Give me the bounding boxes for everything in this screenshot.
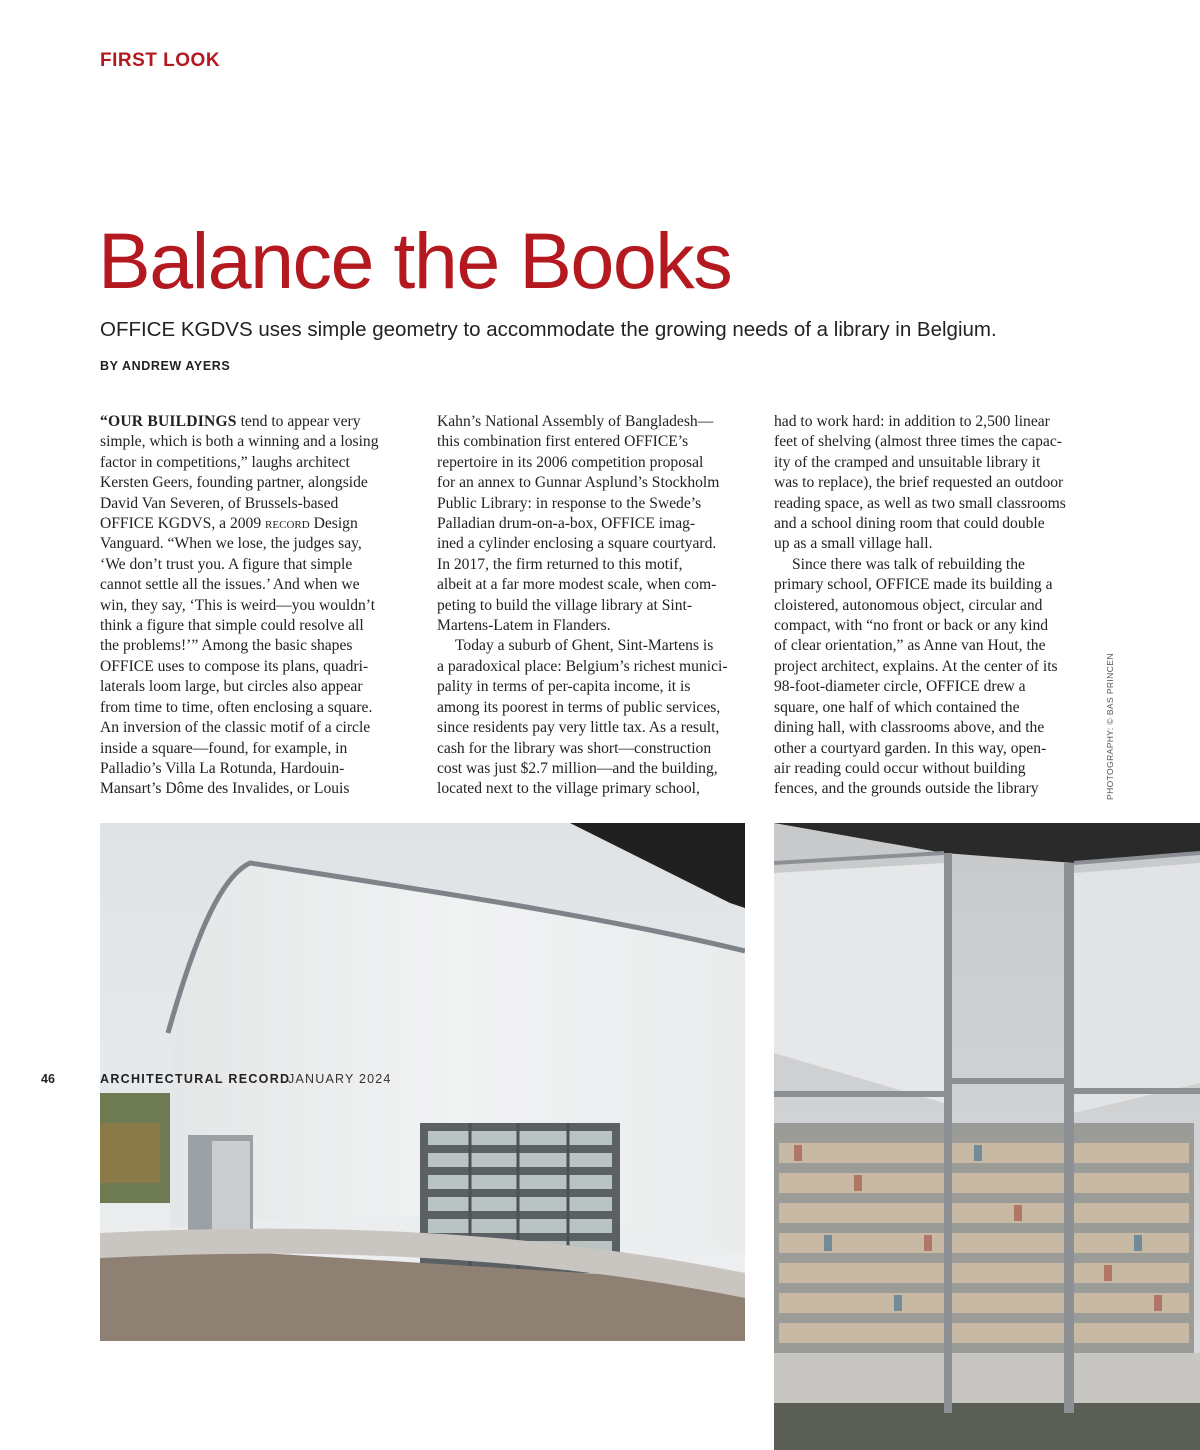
text-line: simple, which is both a winning and a losing	[100, 433, 379, 451]
text-line: reading space, as well as two small classrooms	[774, 494, 1066, 512]
text-line: ined a cylinder enclosing a square courtyard.	[437, 535, 717, 553]
text-line: Palladian drum-on-a-box, OFFICE imag-	[437, 515, 696, 533]
text-line: An inversion of the classic motif of a circle	[100, 719, 371, 737]
text-line: Public Library: in response to the Swede’s	[437, 494, 702, 512]
text-line: In 2017, the firm returned to this motif,	[437, 555, 683, 573]
text-line: square, one half of which contained the	[774, 698, 1020, 716]
text-line: among its poorest in terms of public services,	[437, 698, 721, 716]
text-line: Since there was talk of rebuilding the	[792, 555, 1025, 573]
text-line: David Van Severen, of Brussels-based	[100, 494, 339, 512]
text-line: dining hall, with classrooms above, and the	[774, 719, 1045, 737]
body-column-1	[100, 412, 400, 800]
byline: BY ANDREW AYERS	[100, 359, 231, 373]
text-line: laterals loom large, but circles also appear	[100, 678, 363, 696]
text-line: air reading could occur without building	[774, 759, 1026, 777]
record-smallcaps: record	[265, 515, 310, 533]
text-line: Mansart’s Dôme des Invalides, or Louis	[100, 780, 350, 798]
text-line	[100, 514, 400, 534]
text-line: albeit at a far more modest scale, when com-	[437, 576, 717, 594]
text-line: the problems!’” Among the basic shapes	[100, 637, 353, 655]
text-line: of clear orientation,” as Anne van Hout, the	[774, 637, 1046, 655]
text-line: cannot settle all the issues.’ And when we	[100, 576, 360, 594]
bookshelves	[774, 1123, 1194, 1353]
text-line: peting to build the village library at Sint-	[437, 596, 693, 614]
text-line: located next to the village primary school,	[437, 780, 700, 798]
text-line: cash for the library was short—construction	[437, 739, 712, 757]
text-line: Kersten Geers, founding partner, alongside	[100, 474, 368, 492]
text-fragment: Design	[309, 515, 358, 533]
publication-name: ARCHITECTURAL RECORD	[100, 1072, 291, 1086]
text-line: fences, and the grounds outside the library	[774, 780, 1039, 798]
text-line: ‘We don’t trust you. A figure that simple	[100, 555, 353, 573]
body-column-3	[774, 412, 1074, 800]
text-line: primary school, OFFICE made its building a	[774, 576, 1053, 594]
text-line: since residents pay very little tax. As a result,	[437, 719, 720, 737]
text-line: this combination first entered OFFICE’s	[437, 433, 689, 451]
text-line: repertoire in its 2006 competition proposal	[437, 453, 704, 471]
text-line: for an annex to Gunnar Asplund’s Stockholm	[437, 474, 720, 492]
text-line: win, they say, ‘This is weird—you wouldn’t	[100, 596, 376, 614]
text-line: factor in competitions,” laughs architect	[100, 453, 350, 471]
headline: Balance the Books	[98, 216, 732, 305]
text-line: and a school dining room that could double	[774, 515, 1045, 533]
text-line: pality in terms of per-capita income, it is	[437, 678, 691, 696]
issue-date: JANUARY 2024	[288, 1072, 392, 1086]
dek: OFFICE KGDVS uses simple geometry to accommodate the growing needs of a library in Belgium.	[100, 318, 997, 341]
text-line: think a figure that simple could resolve all	[100, 617, 364, 635]
text-line: up as a small village hall.	[774, 535, 933, 553]
text-line: Palladio’s Villa La Rotunda, Hardouin-	[100, 759, 345, 777]
text-line	[100, 412, 400, 432]
text-line: Vanguard. “When we lose, the judges say,	[100, 535, 362, 553]
text-line: project architect, explains. At the center of its	[774, 657, 1058, 675]
page-number: 46	[41, 1072, 55, 1086]
text-line: from time to time, often enclosing a square.	[100, 698, 373, 716]
text-line: cloistered, autonomous object, circular and	[774, 596, 1043, 614]
section-label: FIRST LOOK	[100, 50, 221, 71]
text-fragment: OFFICE KGDVS, a 2009	[100, 515, 266, 533]
text-line: cost was just $2.7 million—and the building,	[437, 759, 718, 777]
text-line: compact, with “no front or back or any kind	[774, 617, 1049, 635]
text-line: 98-foot-diameter circle, OFFICE drew a	[774, 678, 1026, 696]
text-line: a paradoxical place: Belgium’s richest munici-	[437, 657, 728, 675]
interior-photo	[774, 823, 1200, 1450]
text-line: other a courtyard garden. In this way, open-	[774, 739, 1047, 757]
text-line: Martens-Latem in Flanders.	[437, 617, 611, 635]
text-fragment: tend to appear very	[236, 413, 361, 430]
text-line: was to replace), the brief requested an outdoor	[774, 474, 1064, 492]
text-line: had to work hard: in addition to 2,500 linear	[774, 413, 1050, 430]
text-line: Today a suburb of Ghent, Sint-Martens is	[455, 637, 714, 655]
text-line: feet of shelving (almost three times the capac-	[774, 433, 1062, 451]
text-line: inside a square—found, for example, in	[100, 739, 348, 757]
text-line: ity of the cramped and unsuitable library it	[774, 453, 1041, 471]
text-line: OFFICE uses to compose its plans, quadri-	[100, 657, 369, 675]
body-column-2	[437, 412, 737, 800]
lead-in: “OUR BUILDINGS	[100, 413, 237, 430]
text-line: Kahn’s National Assembly of Bangladesh—	[437, 413, 714, 430]
photo-credit: PHOTOGRAPHY: © BAS PRINCEN	[1105, 653, 1115, 800]
